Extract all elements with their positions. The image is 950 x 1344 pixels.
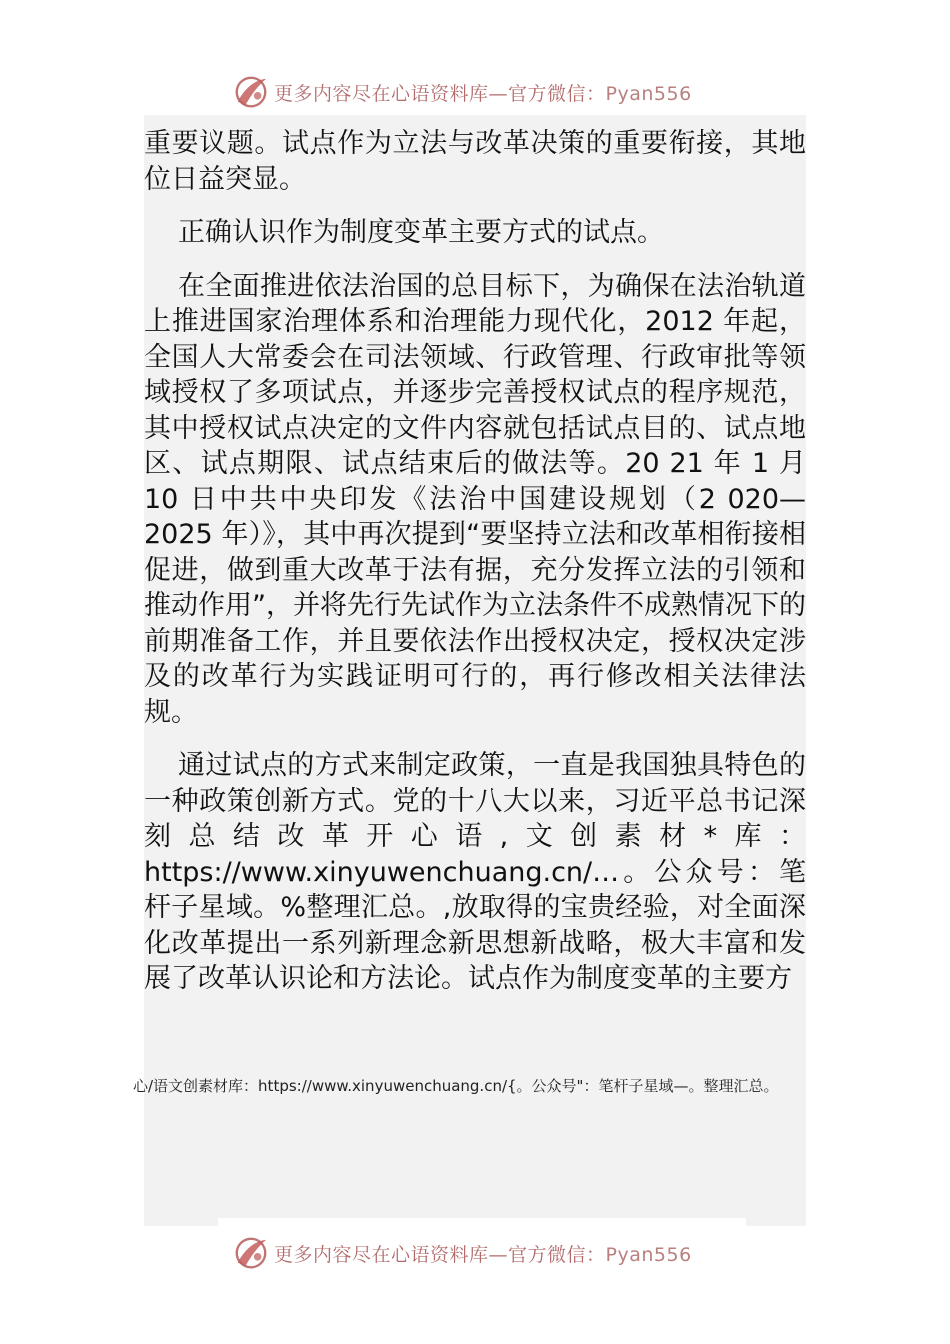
paragraph-3: 在全面推进依法治国的总目标下，为确保在法治轨道上推进国家治理体系和治理能力现代化，2012 年起，全国人大常委会在司法领域、行政管理、行政审批等领域授权了多项试点，并逐步完善授权试点的程序规范，其中授权试点决定的文件内容就包括试点目的、试点地区、试点期限、试点结束后的做法等。20 21 年 1 月 10 日中共中央印发《法治中国建设规划（2 020—2025 年）》，其中再次提到“要坚持立法和改革相衔接相促进，做到重大改革于法有据，充分发挥立法的引领和推动作用”，并将先行先试作为立法条件不成熟情况下的前期准备工作，并且要依法作出授权决定，授权决定涉及的改革行为实践证明可行的，再行修改相关法律法规。 [144,270,806,728]
document-body [144,126,806,1015]
header-watermark-cn: 更多内容尽在心语资料库—官方微信： [274,82,606,105]
seal-logo-icon [232,73,270,111]
seal-logo-icon [232,1234,270,1272]
footer-watermark [232,1233,732,1273]
footer-watermark-id: Pyan556 [605,1243,692,1266]
paragraph-2: 正确认识作为制度变革主要方式的试点。 [178,217,664,248]
footer-divider [218,1218,746,1230]
footer-watermark-text [274,1240,692,1267]
header-watermark-id: Pyan556 [605,82,692,105]
header-watermark-text [274,79,692,106]
footnote: 心/语文创素材库：https://www.xinyuwenchuang.cn/{。公众号"：笔杆子星域—。整理汇总。 [133,1077,779,1095]
paragraph-4: 通过试点的方式来制定政策，一直是我国独具特色的一种政策创新方式。党的十八大以来，习近平总书记深刻总结改革开心语,文创素材*库：https://www.xinyuwenchuang.cn/…。公众号：笔杆子星域。%整理汇总。,放取得的宝贵经验，对全面深化改革提出一系列新理念新思想新战略，极大丰富和发展了改革认识论和方法论。试点作为制度变革的主要方 [144,750,806,994]
footer-watermark-cn: 更多内容尽在心语资料库—官方微信： [274,1243,606,1266]
header-watermark [232,72,732,112]
paragraph-1: 重要议题。试点作为立法与改革决策的重要衔接，其地位日益突显。 [144,128,806,195]
